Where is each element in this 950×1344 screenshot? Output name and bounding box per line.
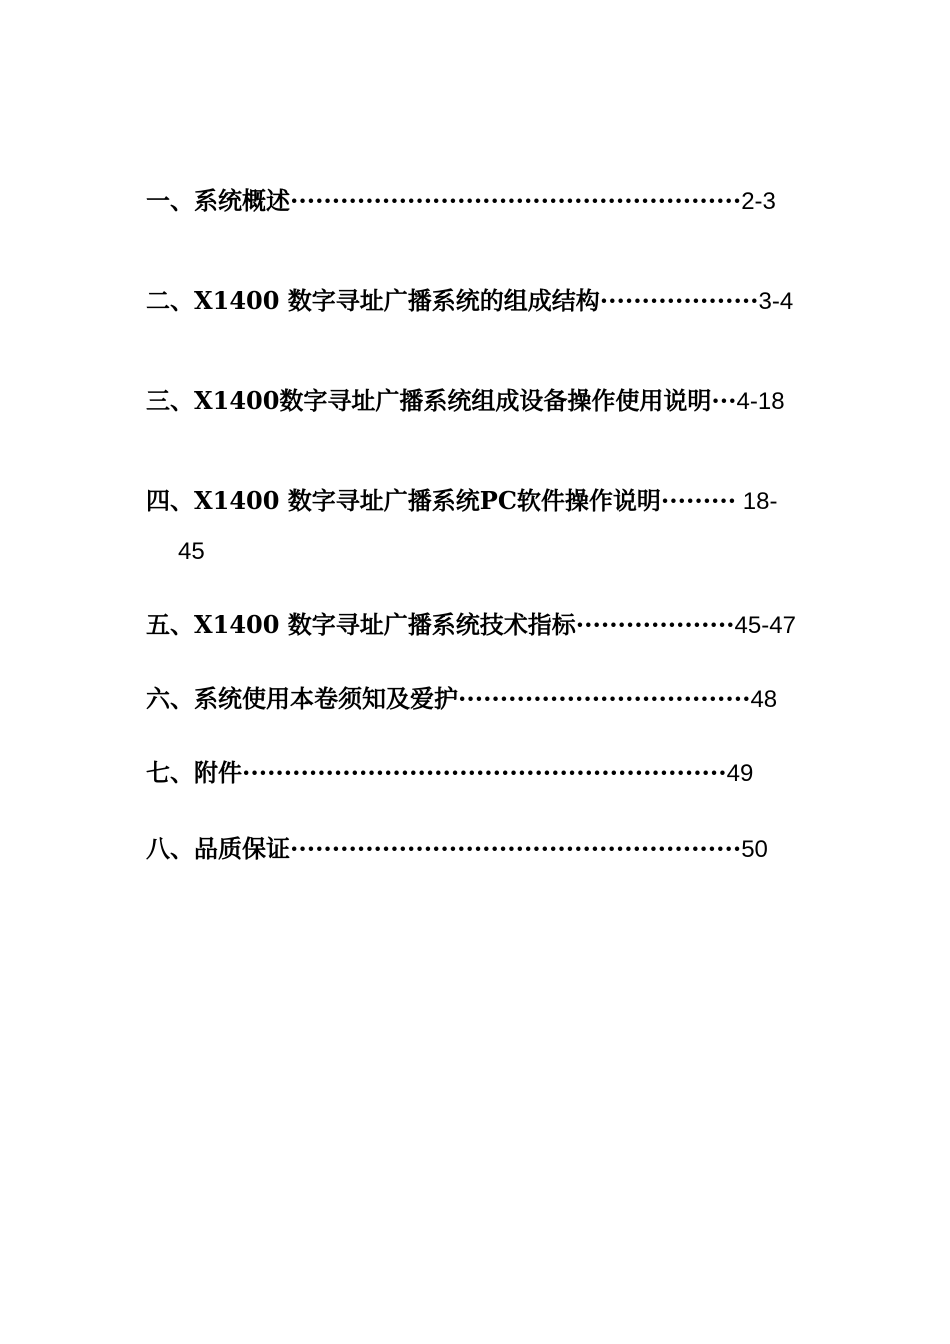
toc-leader: ··················· [599, 286, 759, 315]
toc-entry-3 [146, 386, 785, 417]
toc-page: 18- [736, 488, 778, 515]
toc-leader: ··················· [575, 610, 735, 639]
toc-title: 二、X1400 数字寻址广播系统的组成结构 [146, 286, 600, 315]
toc-leader: ········· [660, 486, 737, 515]
toc-page: 4-18 [736, 388, 785, 415]
toc-entry-5 [146, 610, 796, 641]
toc-page: 48 [750, 686, 778, 713]
toc-title: 八、品质保证 [146, 834, 290, 863]
toc-entry-4-continuation [178, 536, 205, 567]
toc-title: 六、系统使用本卷须知及爱护 [146, 684, 458, 713]
toc-leader: ······················································ [290, 834, 742, 863]
toc-page: 2-3 [741, 188, 776, 215]
toc-leader: ··· [711, 386, 737, 415]
toc-entry-4 [146, 486, 777, 517]
toc-title: 三、X1400数字寻址广播系统组成设备操作使用说明 [146, 386, 712, 415]
toc-page: 3-4 [758, 288, 794, 315]
toc-title: 七、附件 [146, 758, 242, 787]
toc-title: 四、X1400 数字寻址广播系统PC软件操作说明 [146, 486, 661, 515]
toc-page-continuation: 45 [178, 538, 205, 565]
toc-entry-8 [146, 834, 768, 865]
toc-entry-1 [146, 186, 776, 217]
toc-title: 一、系统概述 [146, 186, 290, 215]
toc-entry-2 [146, 286, 793, 317]
toc-page: 49 [726, 760, 754, 787]
toc-page: 50 [741, 836, 768, 863]
toc-entry-7 [146, 758, 753, 789]
toc-title: 五、X1400 数字寻址广播系统技术指标 [146, 610, 576, 639]
toc-page: 45-47 [734, 612, 796, 639]
toc-leader: ······················································ [290, 186, 742, 215]
toc-leader: ··································· [458, 684, 751, 713]
toc-leader: ·························································· [242, 758, 727, 787]
toc-entry-6 [146, 684, 777, 715]
